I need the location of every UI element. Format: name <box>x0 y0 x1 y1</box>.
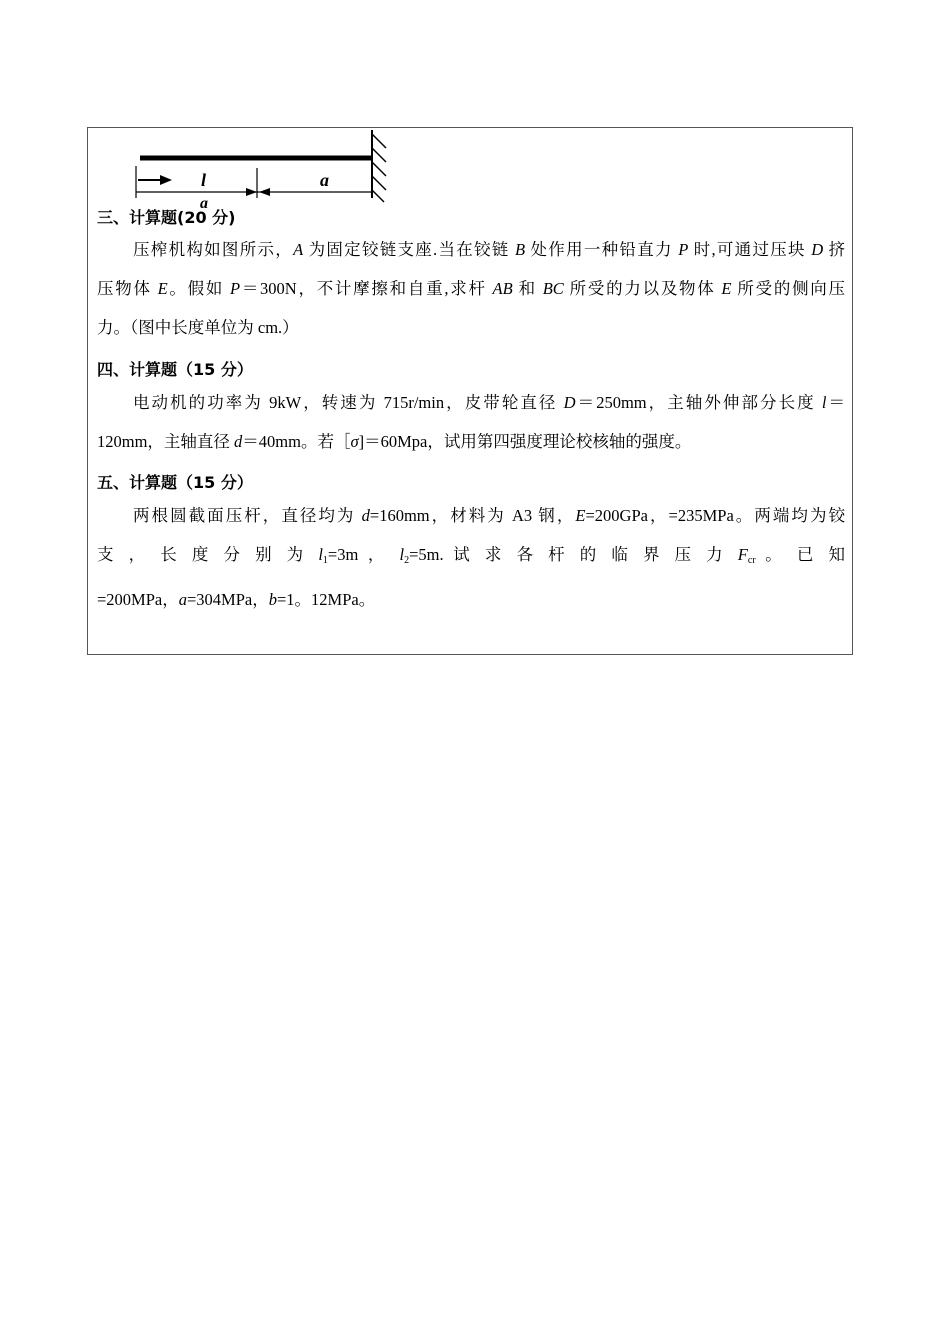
section-5-line-3: =200MPa，a=304MPa，b=1。12MPa。 <box>97 590 376 609</box>
section-4-title: 四、计算题（15 分） <box>97 360 253 379</box>
section-4-line-1: 电动机的功率为 9kW，转速为 715r/min，皮带轮直径 D＝250mm，主轴外伸部分长度 l＝ <box>133 393 846 412</box>
beam-diagram <box>132 128 394 208</box>
section-4-text <box>97 383 845 461</box>
label-a-cut: a <box>200 195 208 208</box>
section-5-text <box>97 496 845 619</box>
section-5-line-1: 两根圆截面压杆，直径均为 d=160mm，材料为 A3 钢，E=200GPa，=235MPa。两端均为铰 <box>133 506 845 525</box>
wall-hatching <box>372 134 386 202</box>
section-4-line-2: 120mm，主轴直径 d＝40mm。若［σ]＝60Mpa，试用第四强度理论校核轴的强度。 <box>97 432 692 451</box>
section-3-title: 三、计算题(20 分) <box>97 208 236 227</box>
section-5-line-2: 支 ， 长 度 分 别 为 $l_1=3m$ ， $l_2=5m$. 试 求 各 杆 的 临 界 压 力 $F_{cr}$ 。 已 知 <box>97 545 846 566</box>
label-a: a <box>320 170 329 190</box>
section-3-line-3: 力。（图中长度单位为 cm.） <box>97 318 299 337</box>
label-l: l <box>201 170 207 190</box>
section-3-line-1: 压榨机构如图所示，A 为固定铰链支座.当在铰链 B 处作用一种铅直力 P 时,可通过压块 D 挤 <box>133 240 846 259</box>
section-3-text <box>97 230 845 347</box>
section-3-line-2: 压物体 E。假如 P＝300N，不计摩擦和自重,求杆 AB 和 BC 所受的力以及物体 E 所受的侧向压 <box>97 279 846 298</box>
section-5-title: 五、计算题（15 分） <box>97 473 253 492</box>
